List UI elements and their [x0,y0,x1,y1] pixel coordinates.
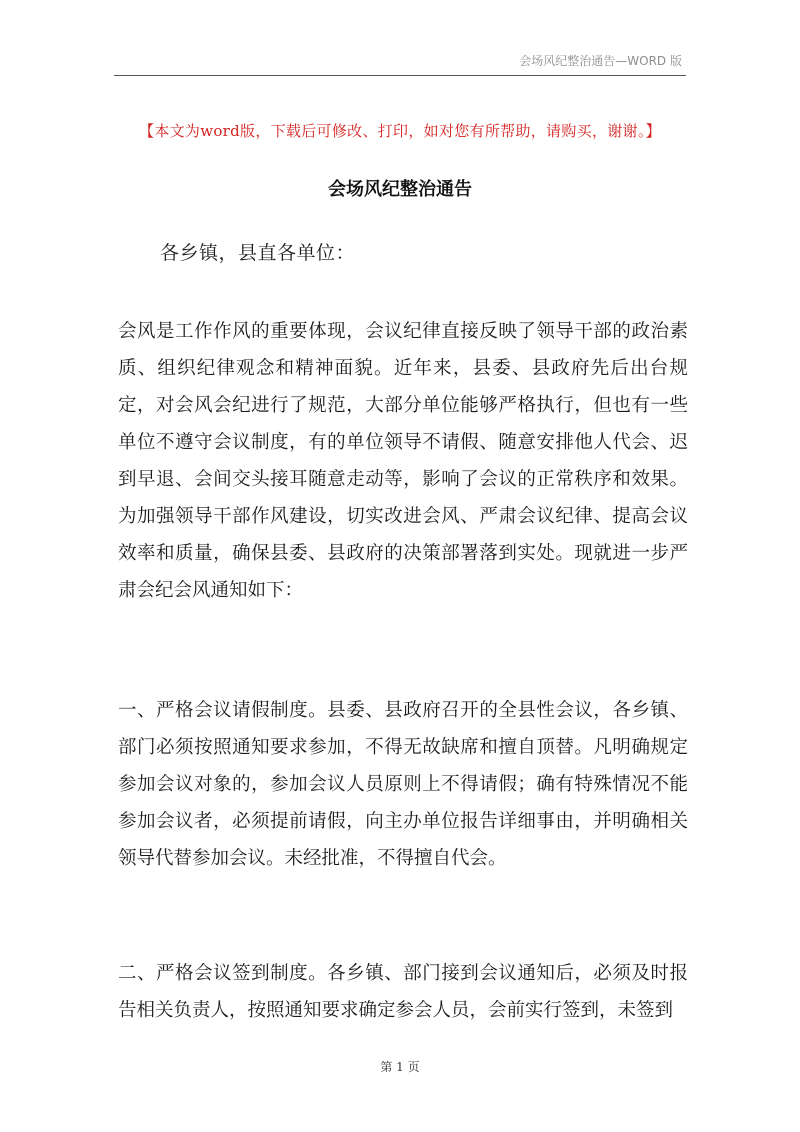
paragraph-item-1: 一、严格会议请假制度。县委、县政府召开的全县性会议，各乡镇、部门必须按照通知要求参加，不得无故缺席和擅自顶替。凡明确规定参加会议对象的，参加会议人员原则上不得请假；确有特殊情况不能参加会议者，必须提前请假，向主办单位报告详细事由，并明确相关领导代替参加会议。未经批准，不得擅自代会。 [118,700,688,869]
header-divider [114,75,686,76]
page-title: 会场风纪整治通告 [328,179,472,200]
download-notice-banner: 【本文为word版，下载后可修改、打印，如对您有所帮助，请购买，谢谢。】 [139,122,661,140]
salutation: 各乡镇，县直各单位： [160,242,356,264]
paragraph-item-2: 二、严格会议签到制度。各乡镇、部门接到会议通知后，必须及时报告相关负责人，按照通知要求确定参会人员，会前实行签到，未签到 [118,963,688,1021]
paragraph-intro: 会风是工作作风的重要体现，会议纪律直接反映了领导干部的政治素质、组织纪律观念和精神面貌。近年来，县委、县政府先后出台规定，对会风会纪进行了规范，大部分单位能够严格执行，但也有一些单位不遵守会议制度，有的单位领导不请假、随意安排他人代会、迟到早退、会间交头接耳随意走动等，影响了会议的正常秩序和效果。为加强领导干部作风建设，切实改进会风、严肃会议纪律、提高会议效率和质量，确保县委、县政府的决策部署落到实处。现就进一步严肃会纪会风通知如下： [118,321,688,601]
running-header: 会场风纪整治通告—WORD 版 [519,54,682,68]
page-number: 第 1 页 [380,1060,420,1074]
